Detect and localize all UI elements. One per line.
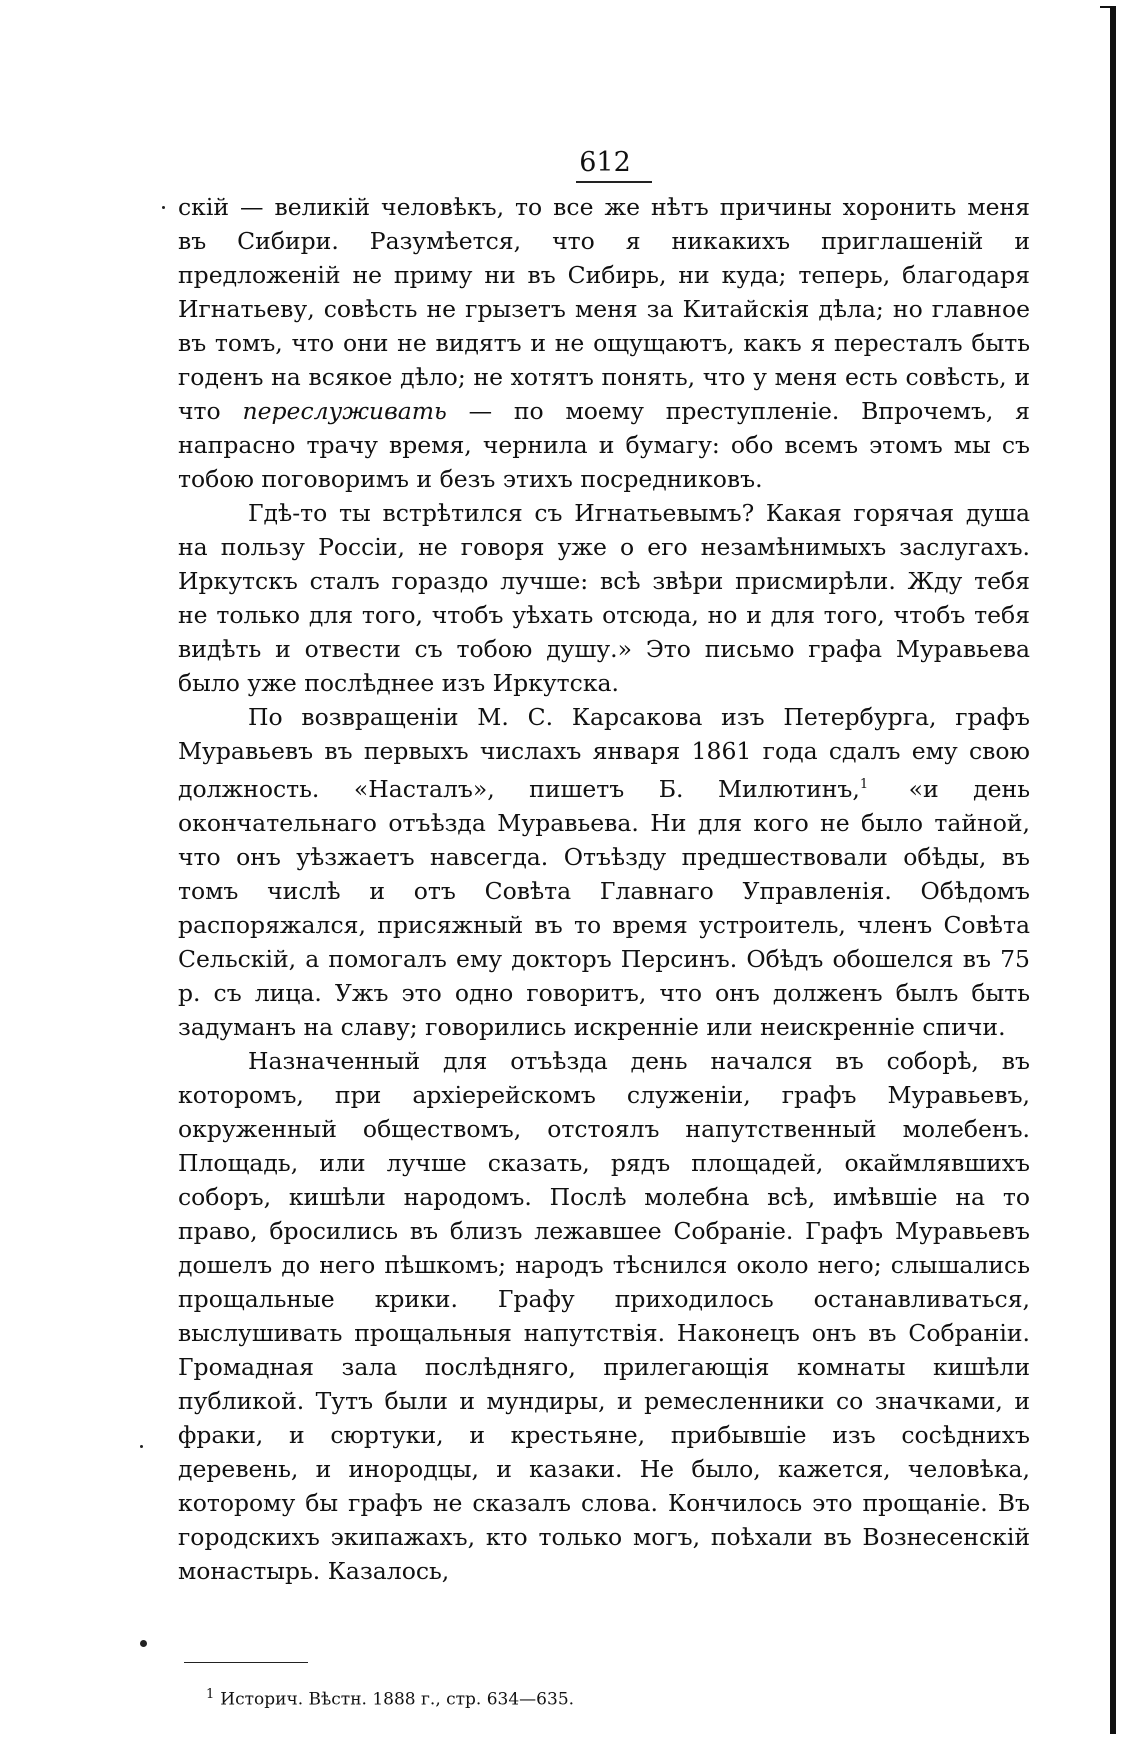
page-number: 612: [579, 147, 631, 178]
paragraph-1-text-end: — по моему преступленіе. Впрочемъ, я напрасно трачу время, чернила и бумагу: обо всемъ этомъ мы съ тобою поговоримъ и безъ этихъ посредниковъ.: [178, 397, 1030, 493]
paragraph-1-text-start: скій — великій человѣкъ, то все же нѣтъ причины хоронить меня въ Сибири. Разумѣется, что я никакихъ приглашеній и предложеній не приму ни въ Сибирь, ни куда; теперь, благодаря Игнатьеву, совѣсть не грызетъ меня за Китайскія дѣла; но главное въ томъ, что они не видятъ и не ощущаютъ, какъ я пересталъ быть годенъ на всякое дѣло; не хотятъ понять, что у меня есть совѣсть, и что: [178, 193, 1030, 425]
margin-mark: [162, 206, 165, 209]
margin-mark: [140, 1640, 147, 1647]
footnote-text: Историч. Вѣстн. 1888 г., стр. 634—635.: [220, 1689, 575, 1710]
italic-term: переслуживать: [242, 397, 447, 425]
page-edge-bar: [1110, 6, 1116, 1734]
paragraph-3: [178, 700, 1030, 1044]
footnote-mark: 1: [206, 1687, 215, 1702]
paragraph-3-text-end: «и день окончательнаго отъѣзда Муравьева. Ни для кого не было тайной, что онъ уѣзжаетъ навсегда. Отъѣзду предшествовали обѣды, въ томъ числѣ и отъ Совѣта Главнаго Управленія. Обѣдомъ распоряжался, присяжный въ то время устроитель, членъ Совѣта Сельскій, а помогалъ ему докторъ Персинъ. Обѣдъ обошелся въ 75 р. съ лица. Ужъ это одно говоритъ, что онъ долженъ былъ быть задуманъ на славу; говорились искренніе или неискренніе спичи.: [178, 774, 1030, 1041]
page-edge-tick: [1100, 6, 1110, 8]
paragraph-2: Гдѣ-то ты встрѣтился съ Игнатьевымъ? Какая горячая душа на пользу Россіи, не говоря уже о его незамѣнимыхъ заслугахъ. Иркутскъ сталъ гораздо лучше: всѣ звѣри присмирѣли. Жду тебя не только для того, чтобъ уѣхать отсюда, но и для того, чтобъ тебя видѣть и отвести съ тобою душу.» Это письмо графа Муравьева было уже послѣднее изъ Иркутска.: [178, 499, 1030, 697]
margin-mark: [140, 1445, 143, 1448]
body-text: [178, 190, 1030, 1588]
footnote-reference: 1: [859, 777, 869, 792]
page-number-rule: [576, 181, 652, 183]
footnote: [206, 1684, 574, 1711]
footnote-separator: [184, 1662, 308, 1663]
paragraph-4: Назначенный для отъѣзда день начался въ соборѣ, въ которомъ, при архіерейскомъ служеніи, графъ Муравьевъ, окруженный обществомъ, отстоялъ напутственный молебенъ. Площадь, или лучше сказать, рядъ площадей, окаймлявшихъ соборъ, кишѣли народомъ. Послѣ молебна всѣ, имѣвшіе на то право, бросились въ близъ лежавшее Собраніе. Графъ Муравьевъ дошелъ до него пѣшкомъ; народъ тѣснился около него; слышались прощальные крики. Графу приходилось останавливаться, выслушивать прощальныя напутствія. Наконецъ онъ въ Собраніи. Громадная зала послѣдняго, прилегающія комнаты кишѣли публикой. Тутъ были и мундиры, и ремесленники со значками, и фраки, и сюртуки, и крестьяне, прибывшіе изъ сосѣднихъ деревень, и инородцы, и казаки. Не было, кажется, человѣка, которому бы графъ не сказалъ слова. Кончилось это прощаніе. Въ городскихъ экипажахъ, кто только могъ, поѣхали въ Вознесенскій монастырь. Казалось,: [178, 1046, 1030, 1585]
paragraph-1: [178, 190, 1030, 496]
paragraph-3-text-start: По возвращеніи М. С. Карсакова изъ Петербурга, графъ Муравьевъ въ первыхъ числахъ января 1861 года сдалъ ему свою должность. «Насталъ», пишетъ Б. Милютинъ,: [178, 703, 1030, 803]
